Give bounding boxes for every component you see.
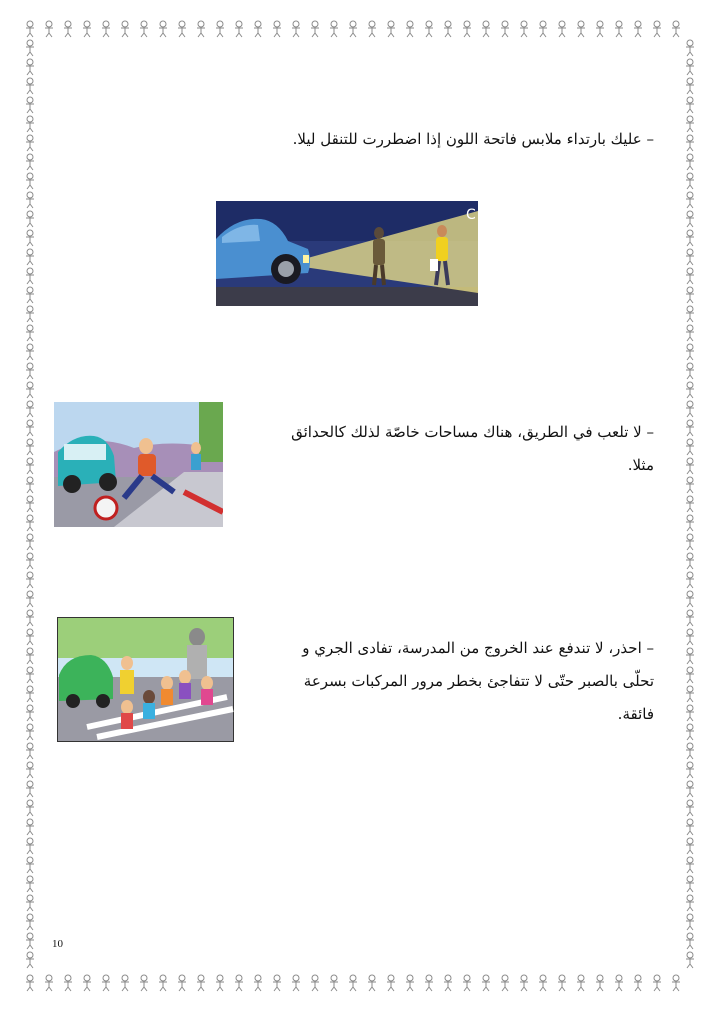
- border-figure-icon: [686, 78, 694, 94]
- border-figure-icon: [26, 458, 34, 474]
- border-figure-icon: [330, 21, 338, 37]
- school-crossing-image: [57, 617, 234, 742]
- border-figure-icon: [686, 40, 694, 56]
- border-figure-icon: [26, 59, 34, 75]
- border-figure-icon: [686, 914, 694, 930]
- border-figure-icon: [26, 420, 34, 436]
- border-figure-icon: [686, 895, 694, 911]
- border-figure-icon: [26, 705, 34, 721]
- border-figure-icon: [686, 363, 694, 379]
- border-figure-icon: [686, 420, 694, 436]
- border-figure-icon: [653, 21, 661, 37]
- border-figure-icon: [26, 154, 34, 170]
- border-figure-icon: [686, 629, 694, 645]
- border-figure-icon: [26, 78, 34, 94]
- border-figure-icon: [520, 21, 528, 37]
- border-figure-icon: [686, 724, 694, 740]
- border-figure-icon: [26, 629, 34, 645]
- border-figure-icon: [197, 975, 205, 991]
- border-figure-icon: [216, 21, 224, 37]
- border-figure-icon: [26, 230, 34, 246]
- border-figure-icon: [26, 534, 34, 550]
- border-figure-icon: [311, 975, 319, 991]
- border-figure-icon: [520, 975, 528, 991]
- border-figure-icon: [26, 439, 34, 455]
- border-figure-icon: [216, 975, 224, 991]
- border-figure-icon: [83, 21, 91, 37]
- border-figure-icon: [463, 21, 471, 37]
- border-figure-icon: [686, 743, 694, 759]
- border-figure-icon: [387, 21, 395, 37]
- border-figure-icon: [482, 975, 490, 991]
- border-figure-icon: [686, 230, 694, 246]
- border-figure-icon: [26, 724, 34, 740]
- border-figure-icon: [26, 401, 34, 417]
- border-figure-icon: [26, 173, 34, 189]
- border-figure-icon: [26, 97, 34, 113]
- border-figure-icon: [292, 975, 300, 991]
- border-figure-icon: [501, 975, 509, 991]
- paragraph-no-play-road: – لا تلعب في الطريق، هناك مساحات خاصّة لذلك كالحدائق مثلا.: [291, 423, 654, 474]
- border-figure-icon: [197, 21, 205, 37]
- border-figure-icon: [615, 21, 623, 37]
- border-figure-icon: [235, 21, 243, 37]
- border-figure-icon: [26, 952, 34, 968]
- border-figure-icon: [26, 838, 34, 854]
- border-figure-icon: [121, 21, 129, 37]
- border-figure-icon: [672, 21, 680, 37]
- border-figure-icon: [615, 975, 623, 991]
- border-figure-icon: [686, 591, 694, 607]
- border-figure-icon: [686, 876, 694, 892]
- border-figure-icon: [686, 458, 694, 474]
- border-figure-icon: [159, 21, 167, 37]
- border-figure-icon: [26, 781, 34, 797]
- border-figure-icon: [406, 21, 414, 37]
- night-scene-image: [216, 201, 478, 306]
- border-figure-icon: [64, 975, 72, 991]
- border-figure-icon: [686, 800, 694, 816]
- border-figure-icon: [686, 439, 694, 455]
- border-figure-icon: [26, 21, 34, 37]
- border-figure-icon: [686, 287, 694, 303]
- border-figure-icon: [26, 975, 34, 991]
- border-figure-icon: [254, 21, 262, 37]
- border-figure-icon: [368, 21, 376, 37]
- border-figure-icon: [140, 975, 148, 991]
- border-figure-icon: [273, 21, 281, 37]
- border-figure-icon: [686, 819, 694, 835]
- border-figure-icon: [686, 610, 694, 626]
- border-figure-icon: [406, 975, 414, 991]
- border-figure-icon: [444, 21, 452, 37]
- border-figure-icon: [26, 40, 34, 56]
- border-figure-icon: [26, 382, 34, 398]
- border-figure-icon: [482, 21, 490, 37]
- border-figure-icon: [26, 306, 34, 322]
- border-figure-icon: [686, 762, 694, 778]
- border-figure-icon: [686, 933, 694, 949]
- border-figure-icon: [686, 154, 694, 170]
- border-figure-icon: [686, 857, 694, 873]
- border-figure-icon: [596, 21, 604, 37]
- border-figure-icon: [686, 306, 694, 322]
- border-figure-icon: [26, 667, 34, 683]
- border-figure-icon: [26, 192, 34, 208]
- border-figure-icon: [254, 975, 262, 991]
- border-figure-icon: [45, 975, 53, 991]
- paragraph-light-clothes: – عليك بارتداء ملابس فاتحة اللون إذا اضطررت للتنقل ليلا.: [292, 130, 654, 148]
- border-figure-icon: [26, 363, 34, 379]
- border-figure-icon: [686, 781, 694, 797]
- border-figure-icon: [26, 610, 34, 626]
- border-figure-icon: [26, 553, 34, 569]
- border-figure-icon: [26, 325, 34, 341]
- border-figure-icon: [349, 21, 357, 37]
- border-figure-icon: [577, 21, 585, 37]
- svg-text:C: C: [466, 207, 476, 223]
- border-figure-icon: [558, 21, 566, 37]
- border-figure-icon: [444, 975, 452, 991]
- border-figure-icon: [26, 762, 34, 778]
- border-figure-icon: [686, 116, 694, 132]
- border-figure-icon: [26, 515, 34, 531]
- border-figure-icon: [26, 344, 34, 360]
- border-figure-icon: [686, 705, 694, 721]
- border-figure-icon: [368, 975, 376, 991]
- border-figure-icon: [26, 648, 34, 664]
- border-figure-icon: [26, 572, 34, 588]
- border-figure-icon: [686, 648, 694, 664]
- border-figure-icon: [311, 21, 319, 37]
- border-figure-icon: [425, 21, 433, 37]
- border-figure-icon: [539, 975, 547, 991]
- border-figure-icon: [330, 975, 338, 991]
- border-figure-icon: [686, 572, 694, 588]
- border-figure-icon: [577, 975, 585, 991]
- border-figure-icon: [539, 21, 547, 37]
- border-figure-icon: [686, 553, 694, 569]
- border-figure-icon: [686, 135, 694, 151]
- border-figure-icon: [501, 21, 509, 37]
- border-figure-icon: [102, 21, 110, 37]
- border-figure-icon: [178, 975, 186, 991]
- border-figure-icon: [686, 173, 694, 189]
- border-figure-icon: [686, 59, 694, 75]
- border-figure-icon: [26, 591, 34, 607]
- border-figure-icon: [26, 135, 34, 151]
- border-figure-icon: [686, 838, 694, 854]
- border-figure-icon: [26, 876, 34, 892]
- border-figure-icon: [26, 743, 34, 759]
- border-figure-icon: [26, 496, 34, 512]
- page-number: 10: [52, 938, 63, 950]
- border-figure-icon: [686, 401, 694, 417]
- border-figure-icon: [273, 975, 281, 991]
- border-figure-icon: [64, 21, 72, 37]
- border-figure-icon: [26, 116, 34, 132]
- border-figure-icon: [102, 975, 110, 991]
- border-figure-icon: [686, 515, 694, 531]
- border-figure-icon: [387, 975, 395, 991]
- border-figure-icon: [686, 496, 694, 512]
- border-figure-icon: [292, 21, 300, 37]
- border-figure-icon: [686, 268, 694, 284]
- border-figure-icon: [686, 249, 694, 265]
- border-figure-icon: [686, 344, 694, 360]
- border-figure-icon: [686, 477, 694, 493]
- border-figure-icon: [45, 21, 53, 37]
- border-figure-icon: [140, 21, 148, 37]
- border-figure-icon: [26, 686, 34, 702]
- border-figure-icon: [672, 975, 680, 991]
- border-figure-icon: [596, 975, 604, 991]
- border-figure-icon: [26, 249, 34, 265]
- border-figure-icon: [26, 287, 34, 303]
- border-figure-icon: [686, 952, 694, 968]
- border-figure-icon: [83, 975, 91, 991]
- border-figure-icon: [26, 933, 34, 949]
- paragraph-school-exit: – احذر، لا تندفع عند الخروج من المدرسة، تفادى الجري و تحلّى بالصبر حتّى لا تتفاجئ بخطر مرور المركبات بسرعة فائقة.: [302, 639, 654, 723]
- border-figure-icon: [686, 192, 694, 208]
- border-figure-icon: [634, 21, 642, 37]
- border-figure-icon: [463, 975, 471, 991]
- border-figure-icon: [425, 975, 433, 991]
- border-figure-icon: [558, 975, 566, 991]
- border-figure-icon: [686, 97, 694, 113]
- border-figure-icon: [26, 268, 34, 284]
- border-figure-icon: [686, 667, 694, 683]
- border-figure-icon: [26, 477, 34, 493]
- border-figure-icon: [686, 325, 694, 341]
- border-figure-icon: [178, 21, 186, 37]
- border-figure-icon: [26, 914, 34, 930]
- border-figure-icon: [686, 211, 694, 227]
- border-figure-icon: [686, 534, 694, 550]
- border-figure-icon: [653, 975, 661, 991]
- border-figure-icon: [26, 211, 34, 227]
- border-figure-icon: [235, 975, 243, 991]
- border-figure-icon: [159, 975, 167, 991]
- border-figure-icon: [121, 975, 129, 991]
- border-figure-icon: [634, 975, 642, 991]
- border-figure-icon: [686, 382, 694, 398]
- border-figure-icon: [26, 895, 34, 911]
- border-figure-icon: [349, 975, 357, 991]
- border-figure-icon: [26, 857, 34, 873]
- border-figure-icon: [26, 819, 34, 835]
- road-play-image: [54, 402, 223, 527]
- border-figure-icon: [686, 686, 694, 702]
- border-figure-icon: [26, 800, 34, 816]
